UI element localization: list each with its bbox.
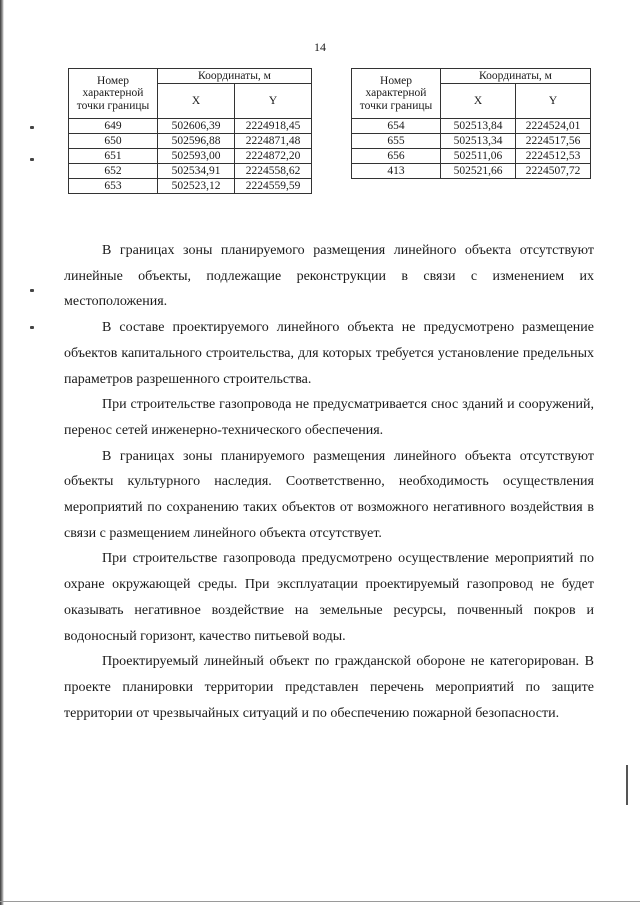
cell-x: 502513,84 — [441, 119, 516, 134]
cell-x: 502596,88 — [158, 134, 235, 149]
coordinates-table-left — [68, 68, 312, 194]
header-coordinates: Координаты, м — [158, 69, 312, 84]
paragraph: В составе проектируемого линейного объекта не предусмотрено размещение объектов капитального строительства, для которых требуется установление предельных параметров разрешенного строительства. — [64, 320, 594, 387]
cell-y: 2224507,72 — [516, 164, 591, 179]
table-row — [69, 119, 312, 134]
cell-x: 502523,12 — [158, 179, 235, 194]
scan-right-bar — [626, 765, 628, 805]
page-number: 14 — [314, 40, 326, 54]
header-point-number: Номер характерной точки границы — [352, 69, 441, 119]
cell-y: 2224872,20 — [235, 149, 312, 164]
scan-mark — [30, 326, 34, 329]
scan-mark — [30, 126, 34, 129]
header-point-number: Номер характерной точки границы — [69, 69, 158, 119]
coordinates-table-right — [351, 68, 591, 179]
cell-point: 655 — [352, 134, 441, 149]
header-y: Y — [516, 84, 591, 119]
cell-x: 502593,00 — [158, 149, 235, 164]
scan-mark — [30, 289, 34, 292]
paragraph: При строительстве газопровода не предусматривается снос зданий и сооружений, перенос сетей инженерно-технического обеспечения. — [64, 397, 594, 438]
cell-point: 650 — [69, 134, 158, 149]
header-x: X — [158, 84, 235, 119]
cell-point: 653 — [69, 179, 158, 194]
scan-bottom-line — [0, 901, 640, 902]
cell-x: 502521,66 — [441, 164, 516, 179]
cell-point: 651 — [69, 149, 158, 164]
scan-left-edge — [0, 0, 4, 905]
paragraph: Проектируемый линейный объект по гражданской обороне не категорирован. В проекте планировки территории представлен перечень мероприятий по защите территории от чрезвычайных ситуаций и по обеспечению пожарной безопасности. — [64, 654, 594, 721]
table-row — [69, 149, 312, 164]
cell-y: 2224559,59 — [235, 179, 312, 194]
header-coordinates: Координаты, м — [441, 69, 591, 84]
cell-point: 652 — [69, 164, 158, 179]
paragraph: В границах зоны планируемого размещения линейного объекта отсутствуют линейные объекты, подлежащие реконструкции в связи с изменением их местоположения. — [64, 243, 594, 310]
cell-y: 2224918,45 — [235, 119, 312, 134]
cell-point: 413 — [352, 164, 441, 179]
scan-mark — [30, 158, 34, 161]
table-row — [69, 164, 312, 179]
header-x: X — [441, 84, 516, 119]
table-row — [352, 149, 591, 164]
table-row — [352, 134, 591, 149]
paragraph: При строительстве газопровода предусмотрено осуществление мероприятий по охране окружающей среды. При эксплуатации проектируемый газопровод не будет оказывать негативное воздействие на земельные ресурсы, почвенный покров и водоносный горизонт, качество питьевой воды. — [64, 551, 594, 644]
table-row — [69, 134, 312, 149]
cell-y: 2224558,62 — [235, 164, 312, 179]
cell-x: 502513,34 — [441, 134, 516, 149]
cell-point: 656 — [352, 149, 441, 164]
cell-x: 502511,06 — [441, 149, 516, 164]
cell-y: 2224517,56 — [516, 134, 591, 149]
table-row — [352, 164, 591, 179]
cell-point: 654 — [352, 119, 441, 134]
table-row — [69, 179, 312, 194]
cell-y: 2224524,01 — [516, 119, 591, 134]
cell-x: 502534,91 — [158, 164, 235, 179]
paragraph: В границах зоны планируемого размещения линейного объекта отсутствуют объекты культурного наследия. Соответственно, необходимость осуществления мероприятий по сохранению таких объектов от возможного негативного воздействия в связи с размещением линейного объекта отсутствует. — [64, 448, 594, 541]
cell-y: 2224512,53 — [516, 149, 591, 164]
body-text — [64, 238, 594, 726]
table-row — [352, 119, 591, 134]
cell-x: 502606,39 — [158, 119, 235, 134]
cell-point: 649 — [69, 119, 158, 134]
header-y: Y — [235, 84, 312, 119]
cell-y: 2224871,48 — [235, 134, 312, 149]
